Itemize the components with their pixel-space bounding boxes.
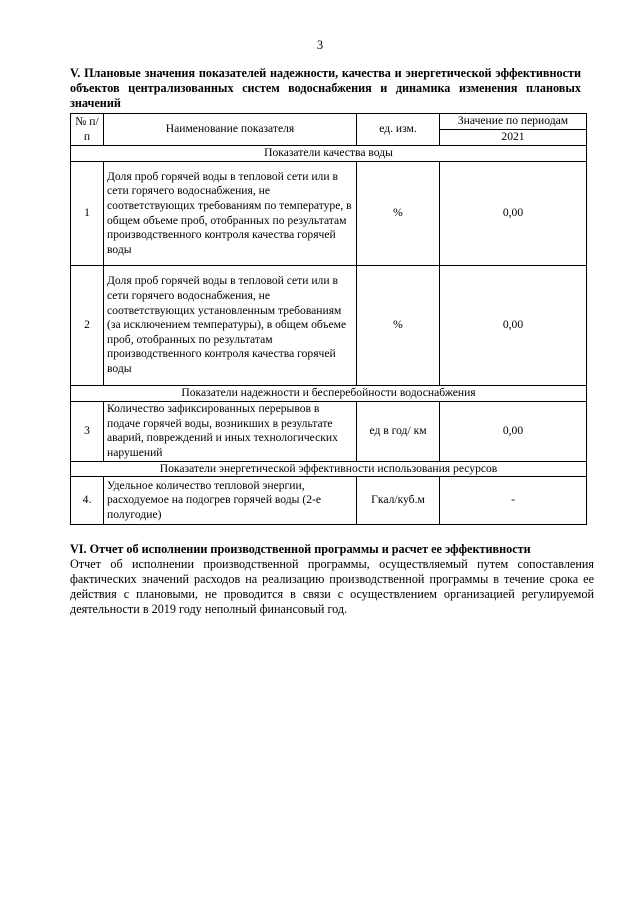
- row-num: 1: [71, 162, 104, 266]
- group-title: Показатели надежности и бесперебойности водоснабжения: [71, 386, 587, 402]
- table-row: [71, 477, 587, 525]
- section-5-title: V. Плановые значения показателей надежности, качества и энергетической эффективности объектов централизованных систем водоснабжения и динамика изменения плановых значений: [70, 66, 581, 110]
- header-name: Наименование показателя: [104, 114, 357, 146]
- row-value: -: [440, 477, 587, 525]
- row-value: 0,00: [440, 162, 587, 266]
- row-unit: %: [357, 162, 440, 266]
- row-num: 4.: [71, 477, 104, 525]
- row-unit: Гкал/куб.м: [357, 477, 440, 525]
- row-name: Доля проб горячей воды в тепловой сети или в сети горячего водоснабжения, не соответствующих установленным требованиям (за исключением температуры), в общем объеме проб, отобранных по результатам производственного контроля качества горячей воды: [104, 266, 357, 386]
- row-name: Доля проб горячей воды в тепловой сети или в сети горячего водоснабжения, не соответствующих требованиям по температуре, в общем объеме проб, отобранных по результатам производственного контроля качества горячей воды: [104, 162, 357, 266]
- group-title: Показатели энергетической эффективности использования ресурсов: [71, 461, 587, 477]
- section-6-body: Отчет об исполнении производственной программы, осуществляемый путем сопоставления фактических значений расходов на реализацию производственной программы в течение срока ее действия с плановыми, не проводится в связи с осуществлением организацией регулируемой деятельности в 2019 году неполный финансовый год.: [70, 557, 594, 616]
- row-name: Количество зафиксированных перерывов в подаче горячей воды, возникших в результате аварий, повреждений и иных технологических нарушений: [104, 401, 357, 461]
- row-unit: ед в год/ км: [357, 401, 440, 461]
- row-unit: %: [357, 266, 440, 386]
- table-row: [71, 401, 587, 461]
- table-row: [71, 162, 587, 266]
- header-periods: Значение по периодам: [440, 114, 587, 130]
- row-value: 0,00: [440, 266, 587, 386]
- page-number: 3: [316, 38, 324, 52]
- row-value: 0,00: [440, 401, 587, 461]
- row-num: 3: [71, 401, 104, 461]
- section-6-title: VI. Отчет об исполнении производственной программы и расчет ее эффективности: [70, 542, 531, 556]
- row-name: Удельное количество тепловой энергии, расходуемое на подогрев горячей воды (2-е полугодие): [104, 477, 357, 525]
- header-num: № п/п: [71, 114, 104, 146]
- table-row: [71, 266, 587, 386]
- header-year: 2021: [440, 130, 587, 146]
- row-num: 2: [71, 266, 104, 386]
- header-unit: ед. изм.: [357, 114, 440, 146]
- indicators-table: [70, 113, 587, 525]
- group-title: Показатели качества воды: [71, 146, 587, 162]
